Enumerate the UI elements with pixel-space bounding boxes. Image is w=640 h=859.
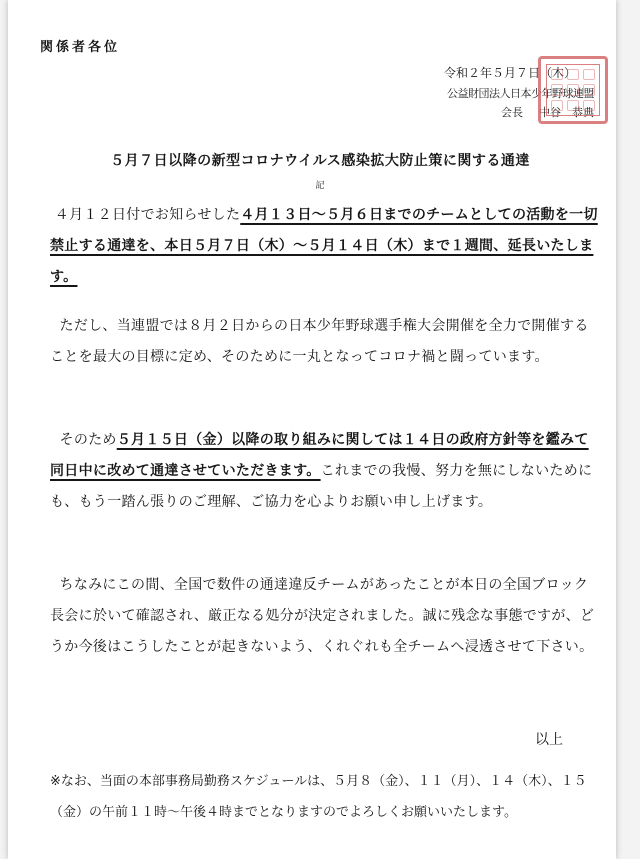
paragraph-violations-text: ちなみにこの間、全国で数件の通達違反チームがあったことが本日の全国ブロック長会に於いて確認され、厳正なる処分が決定されました。誠に残念な事態ですが、どうか今後はこうしたことが起きないよう、くれぐれも全チームへ浸透させて下さい。 (50, 577, 595, 655)
paragraph-extension-emphasis: ４月１３日～５月６日までのチームとしての活動を一切禁止する通達を、本日５月７日（木）～５月１４日（木）まで１週間、延長いたします。 (50, 207, 598, 285)
document-title: ５月７日以降の新型コロナウイルス感染拡大防止策に関する通達 (110, 153, 530, 169)
paragraph-violations (50, 570, 598, 663)
paragraph-next-steps (50, 425, 598, 518)
paragraph-next-steps-tail: これまでの我慢、努力を無にしないためにも、もう一踏ん張りのご理解、ご協力を心よりお願い申し上げます。 (50, 463, 593, 510)
paragraph-goal-text: ただし、当連盟では８月２日からの日本少年野球選手権大会開催を全力で開催することを最大の目標に定め、そのために一丸となってコロナ禍と闘っています。 (50, 318, 589, 365)
paragraph-extension (50, 200, 598, 293)
organization-name: 公益財団法人日本少年野球連盟 (447, 87, 594, 100)
signatory-name: 中谷 恭典 (539, 106, 594, 119)
paragraph-next-steps-lead: そのため (59, 432, 117, 448)
addressee: 関係者各位 (40, 40, 121, 55)
paragraph-goal (50, 311, 598, 373)
signatory-role: 会長 (501, 106, 523, 119)
paragraph-extension-lead: ４月１２日付でお知らせした (54, 207, 241, 223)
official-seal-icon (538, 56, 608, 124)
closing-mark: 以上 (535, 732, 563, 748)
issue-date: 令和２年５月７日（木） (443, 66, 576, 80)
paragraph-next-steps-emphasis: ５月１５日（金）以降の取り組みに関しては１４日の政府方針等を鑑みて同日中に改めて通達させていただきます。 (50, 432, 589, 479)
schedule-note: ※なお、当面の本部事務局勤務スケジュールは、５月８（金）、１１（月）、１４（木）、１５（金）の午前１１時～午後４時までとなりますのでよろしくお願いいたします。 (50, 774, 587, 820)
ki-marker: 記 (315, 181, 325, 191)
